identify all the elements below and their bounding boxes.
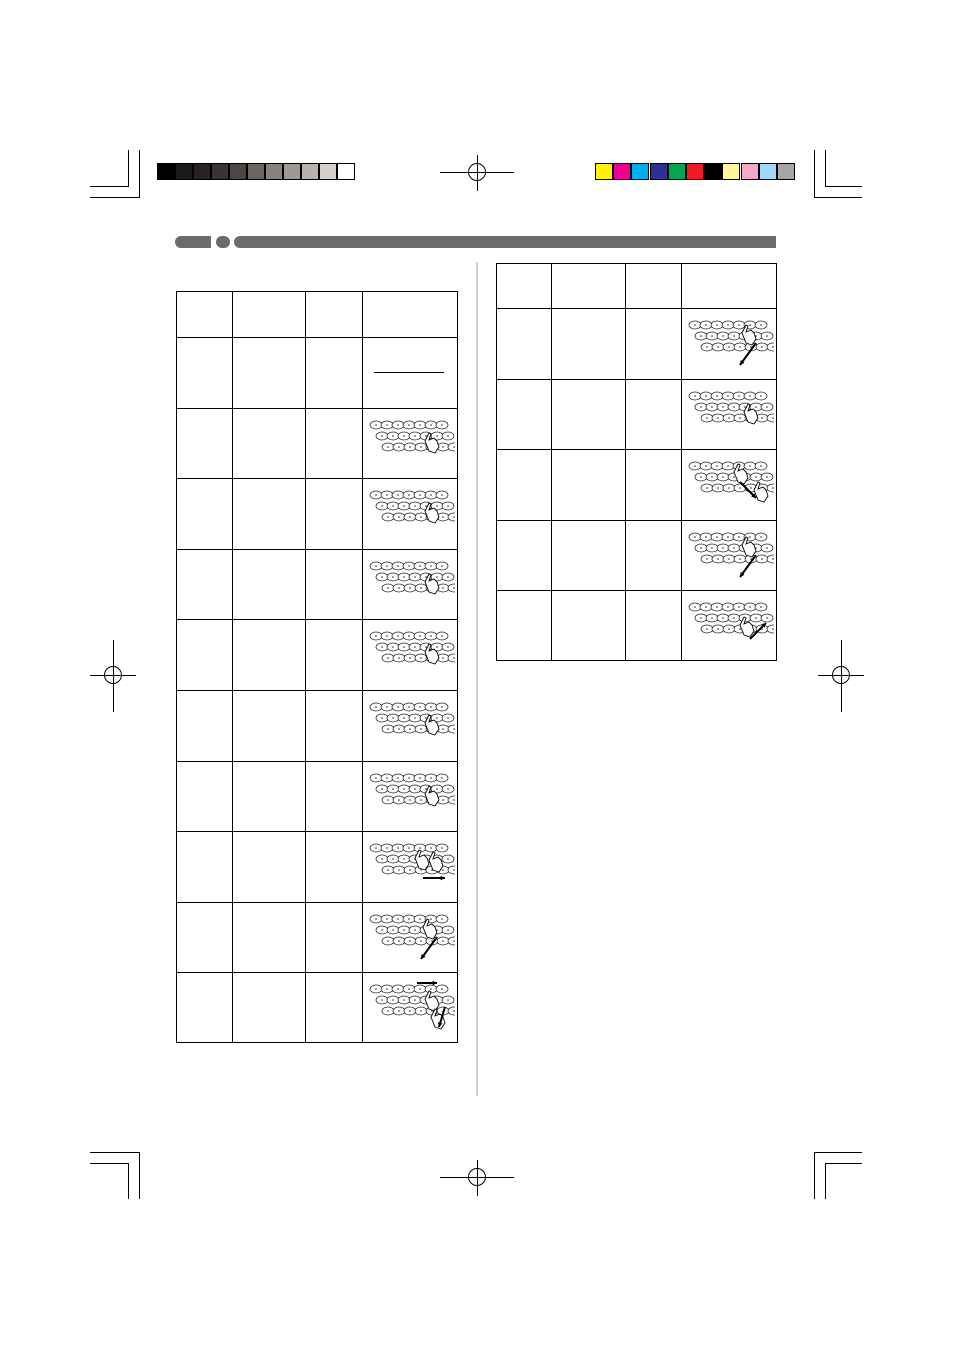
crop-mark	[814, 150, 815, 197]
crop-mark	[814, 1152, 862, 1153]
color-swatch	[319, 163, 337, 180]
row-line	[176, 549, 458, 550]
keyboard-diagram	[365, 483, 455, 550]
hand-icon	[365, 554, 455, 616]
hand-arrow-down-left-icon	[684, 313, 774, 375]
color-swatch	[613, 163, 631, 180]
row-line	[176, 337, 458, 338]
row-line	[176, 761, 458, 762]
color-swatch	[722, 163, 740, 180]
crop-mark	[814, 197, 862, 198]
color-swatch	[301, 163, 319, 180]
color-swatch	[631, 163, 649, 180]
crop-mark	[90, 186, 129, 187]
color-swatch	[175, 163, 193, 180]
color-swatch	[704, 163, 722, 180]
crop-mark	[139, 150, 140, 197]
column-line	[362, 291, 363, 1043]
column-line	[625, 263, 626, 661]
keyboard-diagram	[365, 624, 455, 691]
keyboard-diagram	[365, 977, 455, 1044]
row-line	[176, 619, 458, 620]
row-line	[496, 449, 777, 450]
keyboard-diagram	[365, 907, 455, 974]
crop-mark	[825, 150, 826, 186]
row-line	[176, 831, 458, 832]
color-swatch	[741, 163, 759, 180]
crop-mark	[128, 1163, 129, 1199]
keyboard-diagram	[684, 525, 774, 592]
row-line	[496, 379, 777, 380]
color-swatch	[229, 163, 247, 180]
hand-arrow-down-left-icon	[684, 525, 774, 587]
color-swatch	[157, 163, 175, 180]
hand-arrow-right-down-icon	[365, 977, 455, 1039]
hand-icon	[365, 483, 455, 545]
color-swatch	[595, 163, 613, 180]
hand-arrow-down-right-icon	[684, 454, 774, 516]
color-swatch	[283, 163, 301, 180]
column-line	[232, 291, 233, 1043]
keyboard-diagram	[684, 595, 774, 662]
color-swatch	[759, 163, 777, 180]
row-line	[176, 690, 458, 691]
column-line	[551, 263, 552, 661]
crop-mark	[128, 150, 129, 186]
column-divider	[476, 262, 478, 1096]
keyboard-diagram	[365, 554, 455, 621]
crop-mark	[90, 1152, 140, 1153]
hand-icon	[365, 766, 455, 828]
crop-mark	[814, 1152, 815, 1199]
hand-icon	[365, 695, 455, 757]
color-swatch	[650, 163, 668, 180]
crop-mark	[825, 186, 862, 187]
color-swatch	[686, 163, 704, 180]
keyboard-diagram	[365, 766, 455, 833]
crop-mark	[825, 1163, 862, 1164]
crop-mark	[90, 197, 140, 198]
row-line	[496, 520, 777, 521]
color-swatch	[777, 163, 795, 180]
keyboard-diagram	[365, 695, 455, 762]
hand-arrow-right-icon	[365, 836, 455, 898]
row-line	[176, 478, 458, 479]
row-line	[176, 902, 458, 903]
keyboard-diagram	[684, 454, 774, 521]
keyboard-diagram	[684, 313, 774, 380]
crop-mark	[139, 1152, 140, 1199]
keyboard-diagram	[365, 836, 455, 903]
hand-icon	[684, 384, 774, 446]
crop-mark	[825, 1163, 826, 1199]
column-line	[305, 291, 306, 1043]
color-swatch	[211, 163, 229, 180]
row-line	[496, 308, 777, 309]
blank-rule	[374, 372, 444, 373]
crop-mark	[90, 1163, 129, 1164]
keyboard-diagram	[365, 413, 455, 480]
color-swatch	[193, 163, 211, 180]
hand-arrow-up-right-icon	[684, 595, 774, 657]
row-line	[176, 972, 458, 973]
keyboard-diagram	[684, 384, 774, 451]
hand-icon	[365, 624, 455, 686]
hand-arrow-down-left-icon	[365, 907, 455, 969]
color-swatch	[668, 163, 686, 180]
hand-icon	[365, 413, 455, 475]
row-line	[176, 408, 458, 409]
column-line	[681, 263, 682, 661]
color-swatch	[247, 163, 265, 180]
row-line	[496, 590, 777, 591]
color-swatch	[337, 163, 355, 180]
color-swatch	[265, 163, 283, 180]
